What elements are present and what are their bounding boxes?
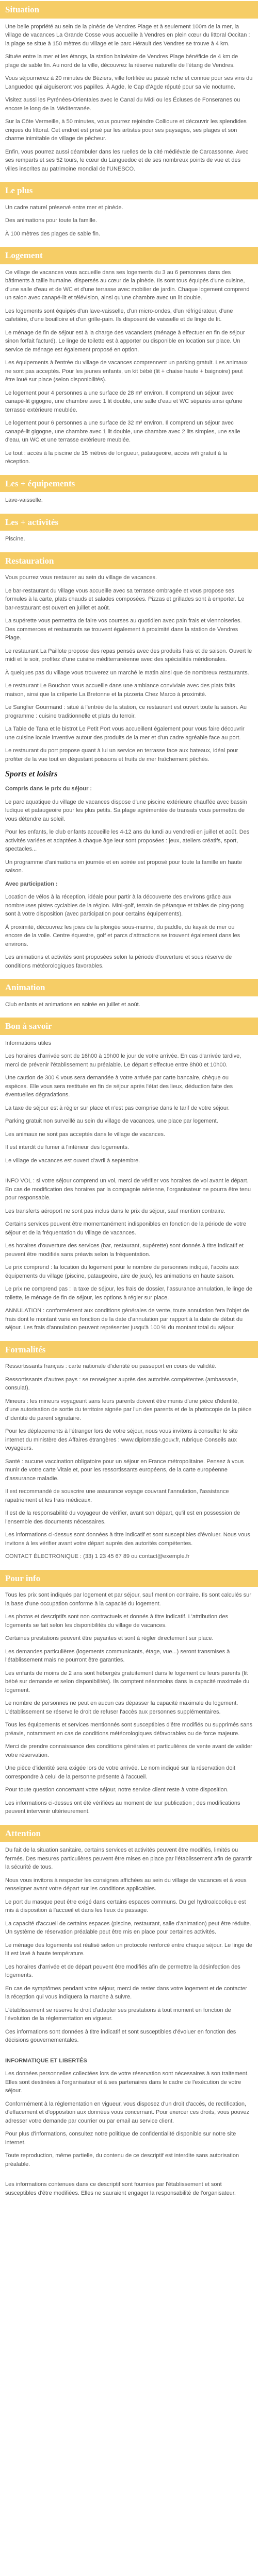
attention-paragraph: Nous vous invitons à respecter les consignes affichées au sein du village de vacances et à vous renseigner avant votre départ sur les conditions applicables. <box>5 1877 247 1892</box>
situation-paragraph: Une belle propriété au sein de la pinède de Vendres Plage et à seulement 100m de la mer, la village de vacances La Grande Cosse vous accueille à Vendres en plein cœur du littoral Occitan : la plage se situe à 150 mètres du village et le parc Hérault des Vendres se trouve à 4 km. <box>5 23 250 47</box>
bon-a-savoir-paragraph: Une caution de 300 € vous sera demandée à votre arrivée par carte bancaire, chèque ou espèces. Elle vous sera restituée en fin de séjour après l'état des lieux, déduction faite des éventuelles dégradations. <box>5 1075 233 1098</box>
section-title-equipements: Les + équipements <box>0 475 258 493</box>
info-vol-paragraph: Les horaires d'ouverture des services (bar, restaurant, supérette) sont donnés à titre indicatif et peuvent être modifiés sans préavis selon la fréquentation. <box>5 1243 244 1258</box>
page <box>0 1 258 2205</box>
logement-paragraph: Le logement pour 4 personnes a une surface de 28 m² environ. Il comprend un séjour avec canapé-lit gigogne, une chambre avec 1 lit double, une salle d'eau et WC séparés ainsi qu'une terrasse extérieure meublée. <box>5 389 243 413</box>
restauration-paragraph: Vous pourrez vous restaurer au sein du village de vacances. <box>5 574 157 581</box>
bon-a-savoir-paragraph: Les animaux ne sont pas acceptés dans le village de vacances. <box>5 1131 166 1138</box>
informatique-paragraph: Les données personnelles collectées lors de votre réservation sont nécessaires à son traitement. Elles sont destinées à l'organisateur et à ses partenaires dans le cadre de l'exécution de votre séjour. <box>5 2071 249 2094</box>
logement-paragraph: Le ménage de fin de séjour est à la charge des vacanciers (ménage à effectuer en fin de séjour sinon forfait facturé). Le linge de toilette est à apporter ou disponible en location sur place. Un service de ménage est également proposé en option. <box>5 329 245 353</box>
activites-paragraph: Piscine. <box>5 536 25 542</box>
situation-paragraph: Située entre la mer et les étangs, la station balnéaire de Vendres Plage bénéficie de 4 km de plage de sable fin. Au nord de la ville, découvrez la réserve naturelle de l'étang de Vendres. <box>5 54 238 69</box>
situation-paragraph: Enfin, vous pourrez aussi déambuler dans les ruelles de la cité médiévale de Carcassonne. Avec ses remparts et ses 52 tours, le cœur du Languedoc et de ses nombreux points de vue et des villes inscrites au patrimoine mondial de l'UNESCO. <box>5 148 249 172</box>
situation-paragraph: Visitez aussi les Pyrénées-Orientales avec le Canal du Midi ou les Écluses de Fonseranes ou encore le long de la Méditerranée. <box>5 97 240 112</box>
attention-paragraph: Du fait de la situation sanitaire, certains services et activités peuvent être modifiés, limités ou fermés. Des mesures particulières peuvent être mises en place par l'établissement afin de garantir la sécurité de tous. <box>5 1847 252 1870</box>
restauration-paragraph: La supérette vous permettra de faire vos courses au quotidien avec pain frais et viennoiseries. Des commerces et restaurants se trouvent également à proximité dans la station de Vendres Plage. <box>5 618 242 641</box>
info-vol-paragraph: Certains services peuvent être momentanément indisponibles en fonction de la période de votre séjour et de la fréquentation du village de vacances. <box>5 1221 247 1236</box>
restauration-paragraph: Le bar-restaurant du village vous accueille avec sa terrasse ombragée et vous propose ses formules à la carte, plats chauds et salades composées. Pizzas et grillades sont à emporter. Le bar-restaurant est ouvert en juillet et août. <box>5 587 245 611</box>
spacer <box>5 1170 253 1177</box>
attention-paragraph: En cas de symptômes pendant votre séjour, merci de rester dans votre logement et de contacter la réception qui vous indiquera la marche à suivre. <box>5 1985 247 2000</box>
equipements-paragraph: Lave-vaisselle. <box>5 497 43 503</box>
logement-paragraph: Le tout : accès à la piscine de 15 mètres de longueur, pataugeoire, accès wifi gratuit à la réception. <box>5 450 227 465</box>
formalites-paragraph: Il est de la responsabilité du voyageur de vérifier, avant son départ, qu'il est en possession de l'ensemble des documents nécessaires. <box>5 1510 240 1525</box>
section-title-logement: Logement <box>0 247 258 264</box>
section-equipements <box>0 496 258 513</box>
info-vol-paragraph: INFO VOL : si votre séjour comprend un vol, merci de vérifier vos horaires de vol avant le départ. En cas de modification des horaires par la compagnie aérienne, l'organisateur ne pourra être tenu pour responsable. <box>5 1178 251 1201</box>
section-pour-info <box>0 1591 258 1824</box>
informatique-paragraph: Toute reproduction, même partielle, du contenu de ce descriptif est interdite sans autorisation préalable. <box>5 2153 239 2167</box>
info-vol-paragraph: ANNULATION : conformément aux conditions générales de vente, toute annulation fera l'objet de frais dont le montant varie en fonction de la date d'annulation par rapport à la date de début du séjour. Les frais d'annulation peuvent représenter jusqu'à 100 % du montant total du séjour. <box>5 1308 249 1331</box>
bon-a-savoir-paragraph: Il est interdit de fumer à l'intérieur des logements. <box>5 1144 129 1150</box>
pour-info-paragraph: Merci de prendre connaissance des conditions générales et particulières de vente avant de valider votre réservation. <box>5 1743 252 1758</box>
footer-paragraph: Les informations contenues dans ce descriptif sont fournies par l'établissement et sont susceptibles d'être modifiées. Elles ne sauraient engager la responsabilité de l'organisateur. <box>5 2181 236 2196</box>
section-title-bon-a-savoir: Bon à savoir <box>0 1018 258 1035</box>
bon-a-savoir-paragraph: Informations utiles <box>5 1040 52 1046</box>
logement-paragraph: Les équipements à l'entrée du village de vacances comprennent un parking gratuit. Les animaux ne sont pas acceptés. Pour les jeunes enfants, un kit bébé (lit + chaise haute + baignoire) peut être loué sur place (selon disponibilités). <box>5 360 248 383</box>
attention-paragraph: La capacité d'accueil de certains espaces (piscine, restaurant, salle d'animation) peut être réduite. Un système de réservation préalable peut être mis en place pour certaines activités. <box>5 1920 251 1935</box>
attention-paragraph: Le ménage des logements est réalisé selon un protocole renforcé entre chaque séjour. Le linge de lit est lavé à haute température. <box>5 1942 252 1957</box>
logement-paragraph: Ce village de vacances vous accueille dans ses logements du 3 au 6 personnes dans des bâtiments à taille humaine, dispersés au cœur de la pinède. Ils sont tous équipés d'une cuisine, d'une salle d'eau et de WC et d'une terrasse avec mobilier de jardin. Chaque logement comprend un salon avec canapé-lit et télévision, ainsi qu'une chambre avec un lit double. <box>5 269 250 301</box>
pour-info-paragraph: Le nombre de personnes ne peut en aucun cas dépasser la capacité maximale du logement. L'établissement se réserve le droit de refuser l'accès aux personnes supplémentaires. <box>5 1700 238 1715</box>
pour-info-paragraph: Certaines prestations peuvent être payantes et sont à régler directement sur place. <box>5 1635 214 1641</box>
pour-info-paragraph: Les demandes particulières (logements communicants, étage, vue...) seront transmises à l'établissement mais ne pourront être garanties. <box>5 1648 230 1663</box>
restauration-paragraph: Le restaurant La Paillote propose des repas pensés avec des produits frais et de saison. Ouvert le midi et le soir, profitez d'une cuisine méditerranéenne avec des spécialités méridionales. <box>5 648 252 663</box>
situation-paragraph: Vous séjournerez à 20 minutes de Béziers, ville fortifiée au passé riche et connue pour ses vins du Languedoc qui aiguiseront vos papilles. À Agde, le Cap d'Agde réputé pour sa vie nocturne. <box>5 75 253 90</box>
info-vol-paragraph: Le prix ne comprend pas : la taxe de séjour, les frais de dossier, l'assurance annulation, le linge de toilette, le ménage de fin de séjour, les options à régler sur place. <box>5 1286 253 1301</box>
formalites-paragraph: Les informations ci-dessus sont données à titre indicatif et sont susceptibles d'évoluer. Nous vous invitons à les vérifier avant votre départ auprès des autorités compétentes. <box>5 1532 250 1547</box>
formalites-paragraph: Ressortissants français : carte nationale d'identité ou passeport en cours de validité. <box>5 1363 217 1369</box>
section-title-pour-info: Pour info <box>0 1570 258 1587</box>
situation-paragraph: Sur la Côte Vermeille, à 50 minutes, vous pourrez rejoindre Collioure et découvrir les splendides criques du littoral. Cet endroit est prisé par les artistes pour ses paysages, ses plages et son charme inimitable de village de pêcheur. <box>5 118 247 142</box>
bon-a-savoir-paragraph: Les horaires d'arrivée sont de 16h00 à 19h00 le jour de votre arrivée. En cas d'arrivée tardive, merci de prévenir l'établissement au préalable. Le départ s'effectue entre 8h00 et 10h00. <box>5 1053 241 1068</box>
restauration-paragraph: À quelques pas du village vous trouverez un marché le matin ainsi que de nombreux restaurants. <box>5 669 249 676</box>
restauration-paragraph: La Table de Tana et le bistrot Le Petit Port vous accueillent également pour vous faire découvrir une cuisine locale inventive autour des produits de la mer et d'un cadre agréable face au port. <box>5 726 245 741</box>
sports-paragraph: Un programme d'animations en journée et en soirée est proposé pour toute la famille en haute saison. <box>5 859 242 874</box>
pour-info-paragraph: Pour toute question concernant votre séjour, notre service client reste à votre disposition. <box>5 1787 229 1793</box>
info-vol-paragraph: Le prix comprend : la location du logement pour le nombre de personnes indiqué, l'accès aux équipements du village (piscine, pataugeoire, aire de jeux), les animations en haute saison. <box>5 1264 239 1279</box>
le-plus-paragraph: Des animations pour toute la famille. <box>5 217 97 224</box>
sports-paragraph: Les animations et activités sont proposées selon la période d'ouverture et sous réserve de conditions météorologiques favorables. <box>5 954 232 969</box>
section-restauration <box>0 573 258 978</box>
sports-paragraph: À proximité, découvrez les joies de la plongée sous-marine, du paddle, du kayak de mer ou encore de la voile. Centre équestre, golf et parcs d'attractions se trouvent également dans les environs. <box>5 924 240 947</box>
spacer <box>5 2173 253 2180</box>
section-title-le-plus: Le plus <box>0 182 258 199</box>
formalites-paragraph: Ressortissants d'autres pays : se renseigner auprès des autorités compétentes (ambassade, consulat). <box>5 1376 238 1391</box>
section-activites <box>0 535 258 551</box>
sports-paragraph: Avec participation : <box>5 880 58 887</box>
bon-a-savoir-paragraph: La taxe de séjour est à régler sur place et n'est pas comprise dans le tarif de votre séjour. <box>5 1105 230 1111</box>
spacer <box>5 2049 253 2057</box>
restauration-paragraph: Le restaurant du port propose quant à lui un service en terrasse face aux bateaux, idéal pour profiter de la vue tout en dégustant poissons et fruits de mer fraîchement pêchés. <box>5 748 238 762</box>
attention-paragraph: Ces informations sont données à titre indicatif et sont susceptibles d'évoluer en fonction des décisions gouvernementales. <box>5 2028 236 2043</box>
bon-a-savoir-paragraph: Le village de vacances est ouvert d'avril à septembre. <box>5 1157 140 1164</box>
section-situation <box>0 23 258 181</box>
section-bon-a-savoir <box>0 1039 258 1340</box>
restauration-paragraph: Le Sanglier Gourmand : situé à l'entrée de la station, ce restaurant est ouvert toute la saison. Au programme : cuisine traditionnelle et plats du terroir. <box>5 704 247 719</box>
section-le-plus <box>0 204 258 246</box>
informatique-title: INFORMATIQUE ET LIBERTÉS <box>5 2057 87 2064</box>
bon-a-savoir-paragraph: Parking gratuit non surveillé au sein du village de vacances, une place par logement. <box>5 1118 218 1124</box>
le-plus-paragraph: Un cadre naturel préservé entre mer et pinède. <box>5 204 123 211</box>
attention-paragraph: Le port du masque peut être exigé dans certains espaces communs. Du gel hydroalcoolique est mis à disposition à l'accueil et dans les lieux de passage. <box>5 1899 246 1913</box>
section-title-animation: Animation <box>0 979 258 996</box>
pour-info-paragraph: Tous les équipements et services mentionnés sont susceptibles d'être modifiés ou supprimés sans préavis, notamment en cas de conditions météorologiques défavorables ou de force majeure. <box>5 1722 253 1737</box>
le-plus-paragraph: À 100 mètres des plages de sable fin. <box>5 230 101 237</box>
sports-paragraph: Pour les enfants, le club enfants accueille les 4-12 ans du lundi au vendredi en juillet et août. Des activités variées et adaptées à chaque âge leur sont proposées : jeux, ateliers créatifs, sport, spectacles... <box>5 829 250 852</box>
formalites-paragraph: Mineurs : les mineurs voyageant sans leurs parents doivent être munis d'une pièce d'identité, d'une autorisation de sortie du territoire signée par l'un des parents et de la photocopie de la pièce d'identité du parent signataire. <box>5 1398 252 1421</box>
attention-paragraph: Les horaires d'arrivée et de départ peuvent être modifiés afin de permettre la désinfection des logements. <box>5 1963 240 1978</box>
section-title-formalites: Formalités <box>0 1341 258 1359</box>
formalites-paragraph: Pour les déplacements à l'étranger lors de votre séjour, nous vous invitons à consulter le site internet du ministère des Affaires étrangères : www.diplomatie.gouv.fr, rubrique Conseils aux voyageurs. <box>5 1428 238 1451</box>
pour-info-paragraph: Les photos et descriptifs sont non contractuels et donnés à titre indicatif. L'attribution des logements se fait selon les disponibilités du village de vacances. <box>5 1614 228 1629</box>
formalites-paragraph: CONTACT ÉLECTRONIQUE : (33) 1 23 45 67 89 ou contact@exemple.fr <box>5 1553 190 1560</box>
formalites-paragraph: Il est recommandé de souscrire une assurance voyage couvrant l'annulation, l'assistance rapatriement et les frais médicaux. <box>5 1488 229 1503</box>
logement-paragraph: Les logements sont équipés d'un lave-vaisselle, d'un micro-ondes, d'un réfrigérateur, d'une cafetière, d'une bouilloire et d'un grille-pain. Ils disposent de vaisselle et de linge de lit. <box>5 308 233 323</box>
sports-paragraph: Location de vélos à la réception, idéale pour partir à la découverte des environs grâce aux nombreuses pistes cyclables de la région. Mini-golf, terrain de pétanque et tables de ping-pong sont à votre disposition (avec participation pour certains équipements). <box>5 894 244 917</box>
section-title-restauration: Restauration <box>0 552 258 570</box>
section-title-situation: Situation <box>0 1 258 19</box>
section-title-activites: Les + activités <box>0 514 258 531</box>
sports-paragraph: Compris dans le prix du séjour : <box>5 786 92 792</box>
attention-paragraph: L'établissement se réserve le droit d'adapter ses prestations à tout moment en fonction de l'évolution de la réglementation en vigueur. <box>5 2007 231 2022</box>
section-logement <box>0 268 258 474</box>
pour-info-paragraph: Tous les prix sont indiqués par logement et par séjour, sauf mention contraire. Ils sont calculés sur la base d'une occupation conforme à la capacité du logement. <box>5 1592 251 1607</box>
info-vol-paragraph: Les transferts aéroport ne sont pas inclus dans le prix du séjour, sauf mention contraire. <box>5 1208 225 1214</box>
section-title-attention: Attention <box>0 1825 258 1842</box>
section-animation <box>0 1001 258 1017</box>
pour-info-paragraph: Les informations ci-dessus ont été vérifiées au moment de leur publication ; des modifications peuvent intervenir ultérieurement. <box>5 1800 240 1815</box>
section-attention <box>0 1846 258 2205</box>
informatique-paragraph: Pour plus d'informations, consultez notre politique de confidentialité disponible sur notre site internet. <box>5 2131 236 2146</box>
sports-paragraph: Le parc aquatique du village de vacances dispose d'une piscine extérieure chauffée avec bassin ludique et pataugeoire pour les plus petits. Sa plage agrémentée de transats vous permettra de vous détendre au soleil. <box>5 799 247 822</box>
pour-info-paragraph: Les enfants de moins de 2 ans sont hébergés gratuitement dans le logement de leurs parents (lit bébé sur demande et selon disponibilités). Ils comptent néanmoins dans la capacité maximale du logement. <box>5 1670 250 1693</box>
section-formalites <box>0 1362 258 1569</box>
subsection-title-sports-loisirs: Sports et loisirs <box>5 770 58 778</box>
restauration-paragraph: Le restaurant Le Bouchon vous accueille dans une ambiance conviviale avec des plats faits maison, ainsi que la crêperie La Bretonne et la pizzeria Chez Marco à proximité. <box>5 683 235 698</box>
logement-paragraph: Le logement pour 6 personnes a une surface de 32 m² environ. Il comprend un séjour avec canapé-lit gigogne, une chambre avec 1 lit double, une chambre avec 2 lits simples, une salle d'eau, un WC et une terrasse extérieure meublée. <box>5 420 240 443</box>
informatique-paragraph: Conformément à la réglementation en vigueur, vous disposez d'un droit d'accès, de rectification, d'effacement et d'opposition aux données vous concernant. Pour exercer ces droits, vous pouvez adresser votre demande par courrier ou par email au service client. <box>5 2100 250 2124</box>
formalites-paragraph: Santé : aucune vaccination obligatoire pour un séjour en France métropolitaine. Pensez à vous munir de votre carte Vitale et, pour les ressortissants européens, de la carte européenne d'assurance maladie. <box>5 1458 244 1482</box>
pour-info-paragraph: Une pièce d'identité sera exigée lors de votre arrivée. Le nom indiqué sur la réservation doit correspondre à celui de la personne présente à l'accueil. <box>5 1765 236 1780</box>
animation-paragraph: Club enfants et animations en soirée en juillet et août. <box>5 1001 140 1008</box>
